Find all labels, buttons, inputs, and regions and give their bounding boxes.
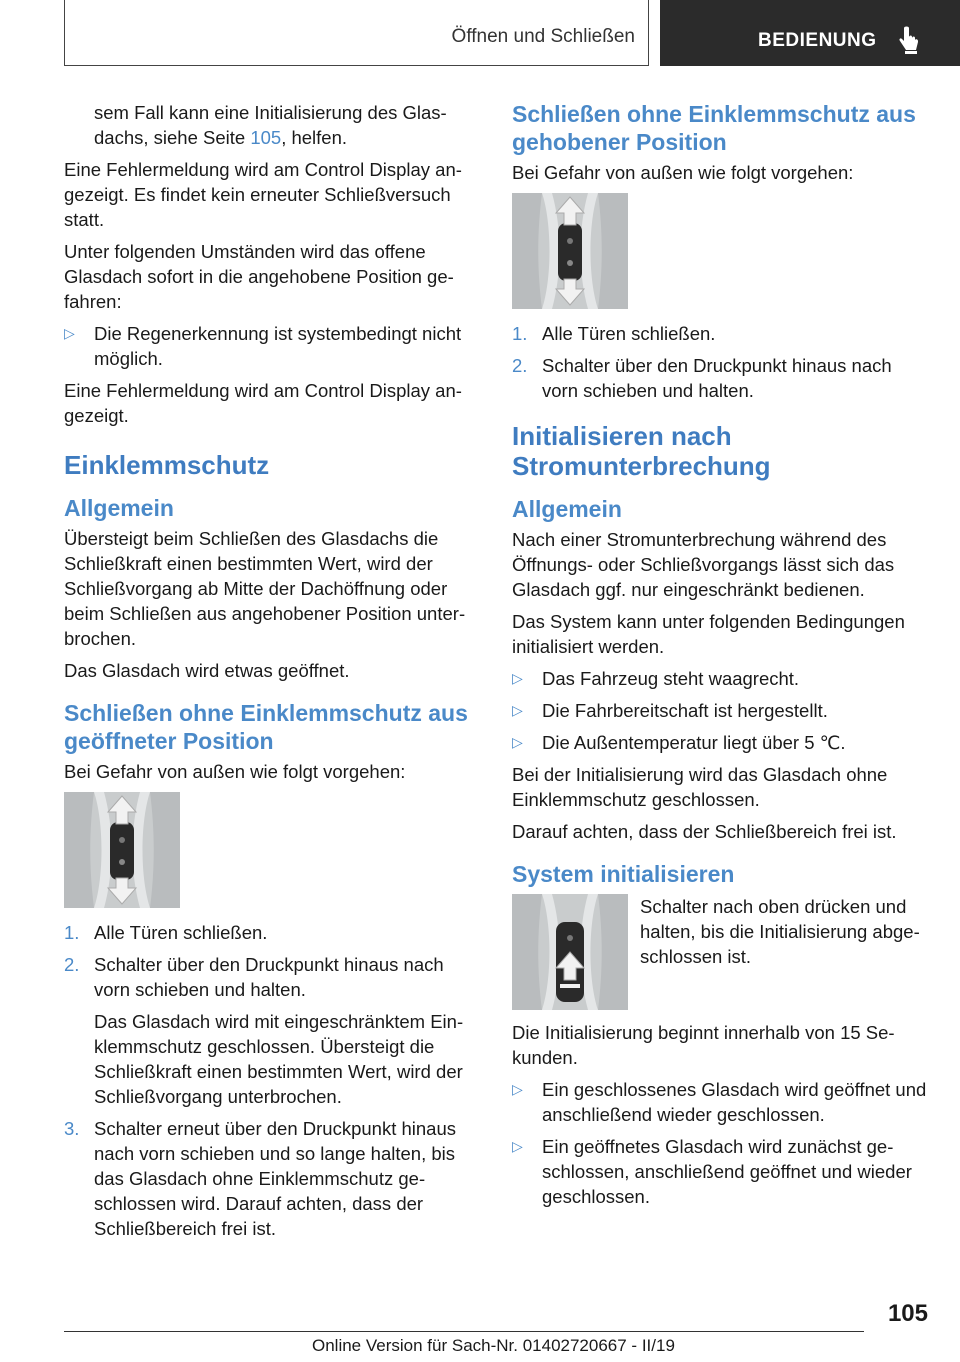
heading-system-initialisieren: System initialisieren [512,861,735,887]
text: , helfen. [281,127,348,148]
page-number: 105 [887,1300,928,1327]
list-item [512,321,928,346]
left-column [64,100,480,1248]
text: dachs, siehe Seite [94,127,251,148]
chapter-label: BEDIENUNG [758,30,877,51]
heading-allgemein: Allgemein [64,495,174,521]
paragraph: Das Glasdach wird etwas geöffnet. [64,660,350,681]
paragraph: Das System kann unter folgenden Bedingungen initialisiert werden. [512,611,905,657]
list-item [512,353,928,403]
switch-photo-up [512,894,628,1010]
list-item [512,1077,928,1127]
step-text: Schalter über den Druckpunkt hinaus nach vorn schieben und halten. [542,355,892,401]
heading-initialisieren: Initialisieren nach Stromunterbrechung [512,421,771,481]
paragraph: Darauf achten, dass der Schließbereich frei ist. [512,821,897,842]
text: sem Fall kann eine Initialisierung des Glas- [94,102,447,123]
page-link[interactable]: 105 [250,127,282,148]
paragraph: Eine Fehlermeldung wird am Control Display angezeigt. Es findet kein erneuter Schließversuch statt. [64,159,462,230]
list-item [64,321,480,371]
step-number: 3. [64,1118,80,1139]
paragraph: Eine Fehlermeldung wird am Control Display angezeigt. [64,380,462,426]
paragraph: Bei Gefahr von außen wie folgt vorgehen: [512,162,854,183]
switch-photo-forward [64,792,180,908]
triangle-bullet-icon: ▷ [512,670,523,686]
heading-schliessen-gehoben: Schließen ohne Einklemmschutz aus gehobener Position [512,101,916,155]
footer-text: Online Version für Sach-Nr. 01402720667 - II/19 [312,1336,675,1355]
paragraph [64,100,480,150]
system-init-block [512,894,928,1010]
header-chapter-tab [660,0,960,66]
right-column [512,100,928,1216]
list-item [64,1116,480,1241]
step-text: Das Glasdach wird mit eingeschränktem Einklemmschutz geschlossen. Übersteigt die Schließkraft einen bestimmten Wert, wird der Schließvorgang unterbrochen. [94,1011,464,1107]
heading-schliessen-geoeffnet: Schließen ohne Einklemmschutz aus geöffneter Position [64,700,468,754]
list-item-text: Ein geöffnetes Glasdach wird zunächst geschlossen, anschließend geöffnet und wieder geschlossen. [542,1136,912,1207]
list-item [64,1009,480,1109]
triangle-bullet-icon: ▷ [512,1138,523,1154]
step-text: Alle Türen schließen. [94,922,268,943]
bullet-list [512,666,928,755]
switch-photo-gehoben [512,193,628,309]
paragraph: Nach einer Stromunterbrechung während des Öffnungs- oder Schließvorgangs lässt sich das Glasdach ggf. nur eingeschränkt bedienen. [512,529,895,600]
bullet-list [64,321,480,371]
step-text: Schalter über den Druckpunkt hinaus nach vorn schieben und halten. [94,954,444,1000]
list-item-text: Das Fahrzeug steht waagrecht. [542,668,800,689]
step-number: 2. [64,954,80,975]
system-init-text: Schalter nach oben drücken und halten, bis die Initialisierung abgeschlossen ist. [640,896,920,967]
triangle-bullet-icon: ▷ [64,325,75,341]
step-number: 2. [512,355,528,376]
triangle-bullet-icon: ▷ [512,702,523,718]
step-text: Schalter erneut über den Druckpunkt hinaus nach vorn schieben und so lange halten, bis das Glasdach ohne Einklemmschutz geschlossen wird. Darauf achten, dass der Schließbereich frei ist. [94,1118,456,1239]
list-item [512,666,928,691]
header-section-title: Öffnen und Schließen [451,26,635,47]
step-text: Alle Türen schließen. [542,323,716,344]
paragraph: Bei Gefahr von außen wie folgt vorgehen: [64,761,406,782]
list-item [512,730,928,755]
step-number: 1. [64,922,80,943]
triangle-bullet-icon: ▷ [512,1081,523,1097]
hand-pointer-icon [897,26,921,54]
list-item [512,698,928,723]
list-item [512,1134,928,1209]
list-item [64,920,480,945]
paragraph: Unter folgenden Umständen wird das offene Glasdach sofort in die angehobene Position gefahren: [64,241,454,312]
step-number: 1. [512,323,528,344]
list-item-text: Die Fahrbereitschaft ist hergestellt. [542,700,828,721]
paragraph: Die Initialisierung beginnt innerhalb von 15 Sekunden. [512,1022,895,1068]
bullet-list [512,1077,928,1209]
heading-einklemmschutz: Einklemmschutz [64,450,270,480]
list-item [64,952,480,1002]
footer-divider [64,1331,864,1332]
list-item-text: Die Außentemperatur liegt über 5 ℃. [542,732,846,753]
triangle-bullet-icon: ▷ [512,734,523,750]
steps-list [64,920,480,1241]
list-item-text: Ein geschlossenes Glasdach wird geöffnet und anschließend wieder geschlossen. [542,1079,927,1125]
steps-list [512,321,928,403]
paragraph: Bei der Initialisierung wird das Glasdach ohne Einklemmschutz geschlossen. [512,764,888,810]
heading-allgemein: Allgemein [512,496,622,522]
page-header [0,0,960,66]
list-item-text: Die Regenerkennung ist systembedingt nicht möglich. [94,323,462,369]
paragraph: Übersteigt beim Schließen des Glasdachs die Schließkraft einen bestimmten Wert, wird der Schließvorgang ab Mitte der Dachöffnung oder beim Schließen aus angehobener Position unterbrochen. [64,528,466,649]
